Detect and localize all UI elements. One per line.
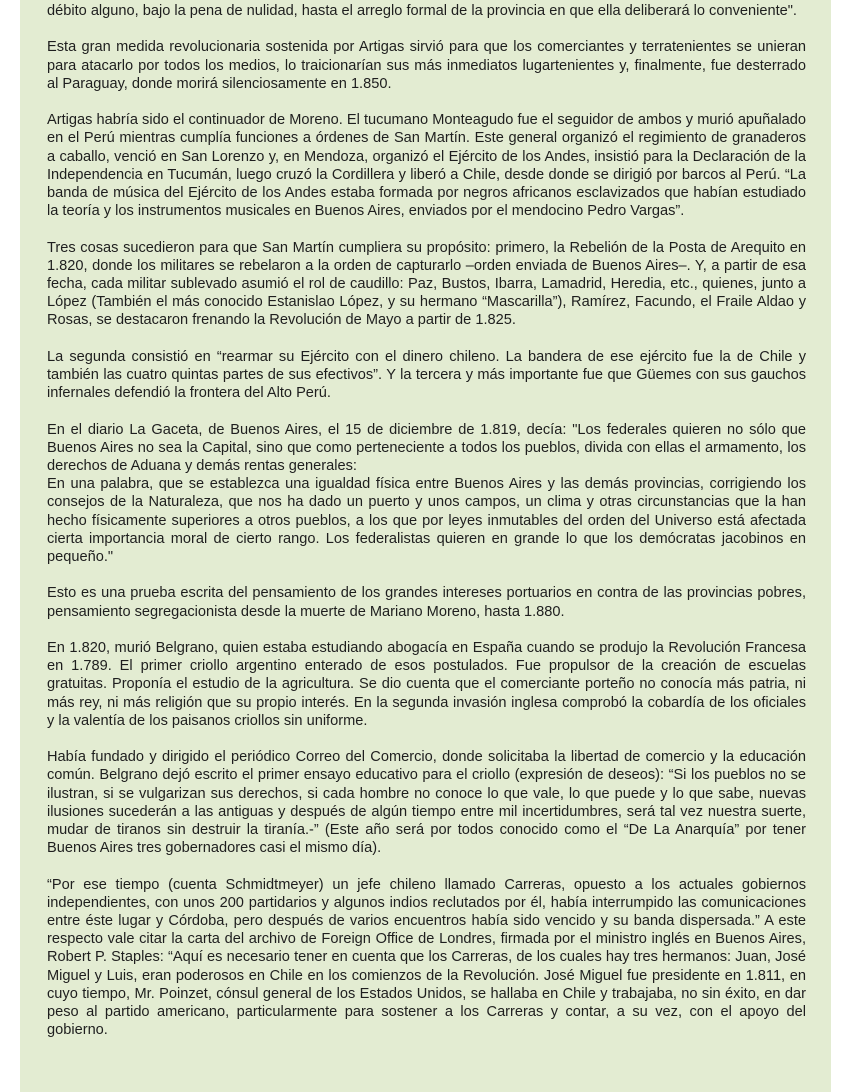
paragraph-5: La segunda consistió en “rearmar su Ejército con el dinero chileno. La bandera de ese ejército fue la de Chile y también las cuatro quintas partes de sus efectivos”. Y la tercera y más importante fue que Güemes con sus gauchos infernales defendió la frontera del Alto Perú. <box>47 348 806 402</box>
paragraph-8: Esto es una prueba escrita del pensamiento de los grandes intereses portuarios en contra de las provincias pobres, pensamiento segregacionista desde la muerte de Mariano Moreno, hasta 1.880. <box>47 585 806 620</box>
paragraph-1: débito alguno, bajo la pena de nulidad, hasta el arreglo formal de la provincia en que ella deliberará lo conveniente". <box>47 3 797 19</box>
paragraph-11: “Por ese tiempo (cuenta Schmidtmeyer) un jefe chileno llamado Carreras, opuesto a los actuales gobiernos independientes, con unos 200 partidarios y algunos indios reclutados por él, había interrumpido las comunicaciones entre éste lugar y Córdoba, pero después de varios encuentros había sido vencido y su banda dispersada.” A este respecto vale citar la carta del archivo de Foreign Office de Londres, firmada por el ministro inglés en Buenos Aires, Robert P. Staples: “Aquí es necesario tener en cuenta que los Carreras, de los cuales hay tres hermanos: Juan, José Miguel y Luis, eran poderosos en Chile en los comienzos de la Revolución. José Miguel fue presidente en 1.811, en cuyo tiempo, Mr. Poinzet, cónsul general de los Estados Unidos, se hallaba en Chile y trabajaba, no sin éxito, en dar peso al partido americano, particularmente para sostener a los Carreras y contar, a su vez, con el apoyo del gobierno. <box>47 876 806 1039</box>
paragraph-9: En 1.820, murió Belgrano, quien estaba estudiando abogacía en España cuando se produjo la Revolución Francesa en 1.789. El primer criollo argentino enterado de esos postulados. Fue propulsor de la creación de escuelas gratuitas. Proponía el estudio de la agricultura. Se dio cuenta que el comerciante porteño no conocía más patria, ni más rey, ni más religión que su propio interés. En la segunda invasión inglesa comprobó la cobardía de los oficiales y la valentía de los paisanos criollos sin uniforme. <box>47 640 806 729</box>
paragraph-6: En el diario La Gaceta, de Buenos Aires, el 15 de diciembre de 1.819, decía: "Los federales quieren no sólo que Buenos Aires no sea la Capital, sino que como perteneciente a todos los pueblos, divida con ellas el armamento, los derechos de Aduana y demás rentas generales: <box>47 421 806 474</box>
paragraph-10: Había fundado y dirigido el periódico Correo del Comercio, donde solicitaba la libertad de comercio y la educación común. Belgrano dejó escrito el primer ensayo educativo para el criollo (expresión de deseos): “Si los pueblos no se ilustran, si se vulgarizan sus derechos, si cada hombre no conoce lo que vale, lo que puede y lo que sabe, nuevas ilusiones sucederán a las antiguas y después de algún tiempo entre mil incertidumbres, será tal vez nuestra suerte, mudar de tiranos sin destruir la tiranía.-” (Este año será por todos conocido como el “De La Anarquía” por tener Buenos Aires tres gobernadores casi el mismo día). <box>47 749 806 857</box>
paragraph-7: En una palabra, que se establezca una igualdad física entre Buenos Aires y las demás provincias, corrigiendo los consejos de la Naturaleza, que nos ha dado un puerto y unos campos, un clima y otras circunstancias que la han hecho físicamente superiores a otros pueblos, a los que por leyes inmutables del orden del Universo está afectada cierta importancia moral de cierto rango. Los federalistas quieren en grande lo que los demócratas jacobinos en pequeño." <box>47 476 806 566</box>
paragraph-3: Artigas habría sido el continuador de Moreno. El tucumano Monteagudo fue el seguidor de ambos y murió apuñalado en el Perú mientras cumplía funciones a órdenes de San Martín. Este general organizó el regimiento de granaderos a caballo, venció en San Lorenzo y, en Mendoza, organizó el Ejército de los Andes, insistió para la Declaración de la Independencia en Tucumán, luego cruzó la Cordillera y liberó a Chile, desde donde se dirigió por barcos al Perú. “La banda de música del Ejército de los Andes estaba formada por negros africanos esclavizados que habían estudiado la teoría y los instrumentos musicales en Buenos Aires, enviados por el mendocino Pedro Vargas”. <box>47 112 806 220</box>
paragraph-4: Tres cosas sucedieron para que San Martín cumpliera su propósito: primero, la Rebelión de la Posta de Arequito en 1.820, donde los militares se rebelaron a la orden de capturarlo –orden enviada de Buenos Aires–. Y, a partir de esa fecha, cada militar sublevado asumió el rol de caudillo: Paz, Bustos, Ibarra, Lamadrid, Heredia, etc., quienes, junto a López (También el más conocido Estanislao López, y su hermano “Mascarilla”), Ramírez, Facundo, el Fraile Aldao y Rosas, se destacaron frenando la Revolución de Mayo a partir de 1.825. <box>47 239 806 329</box>
document-panel <box>20 0 831 1092</box>
paragraph-2: Esta gran medida revolucionaria sostenida por Artigas sirvió para que los comerciantes y terratenientes se unieran para atacarlo por todos los medios, lo traicionarían sus más inmediatos lugartenientes y, finalmente, fue desterrado al Paraguay, donde morirá silenciosamente en 1.850. <box>47 39 806 92</box>
